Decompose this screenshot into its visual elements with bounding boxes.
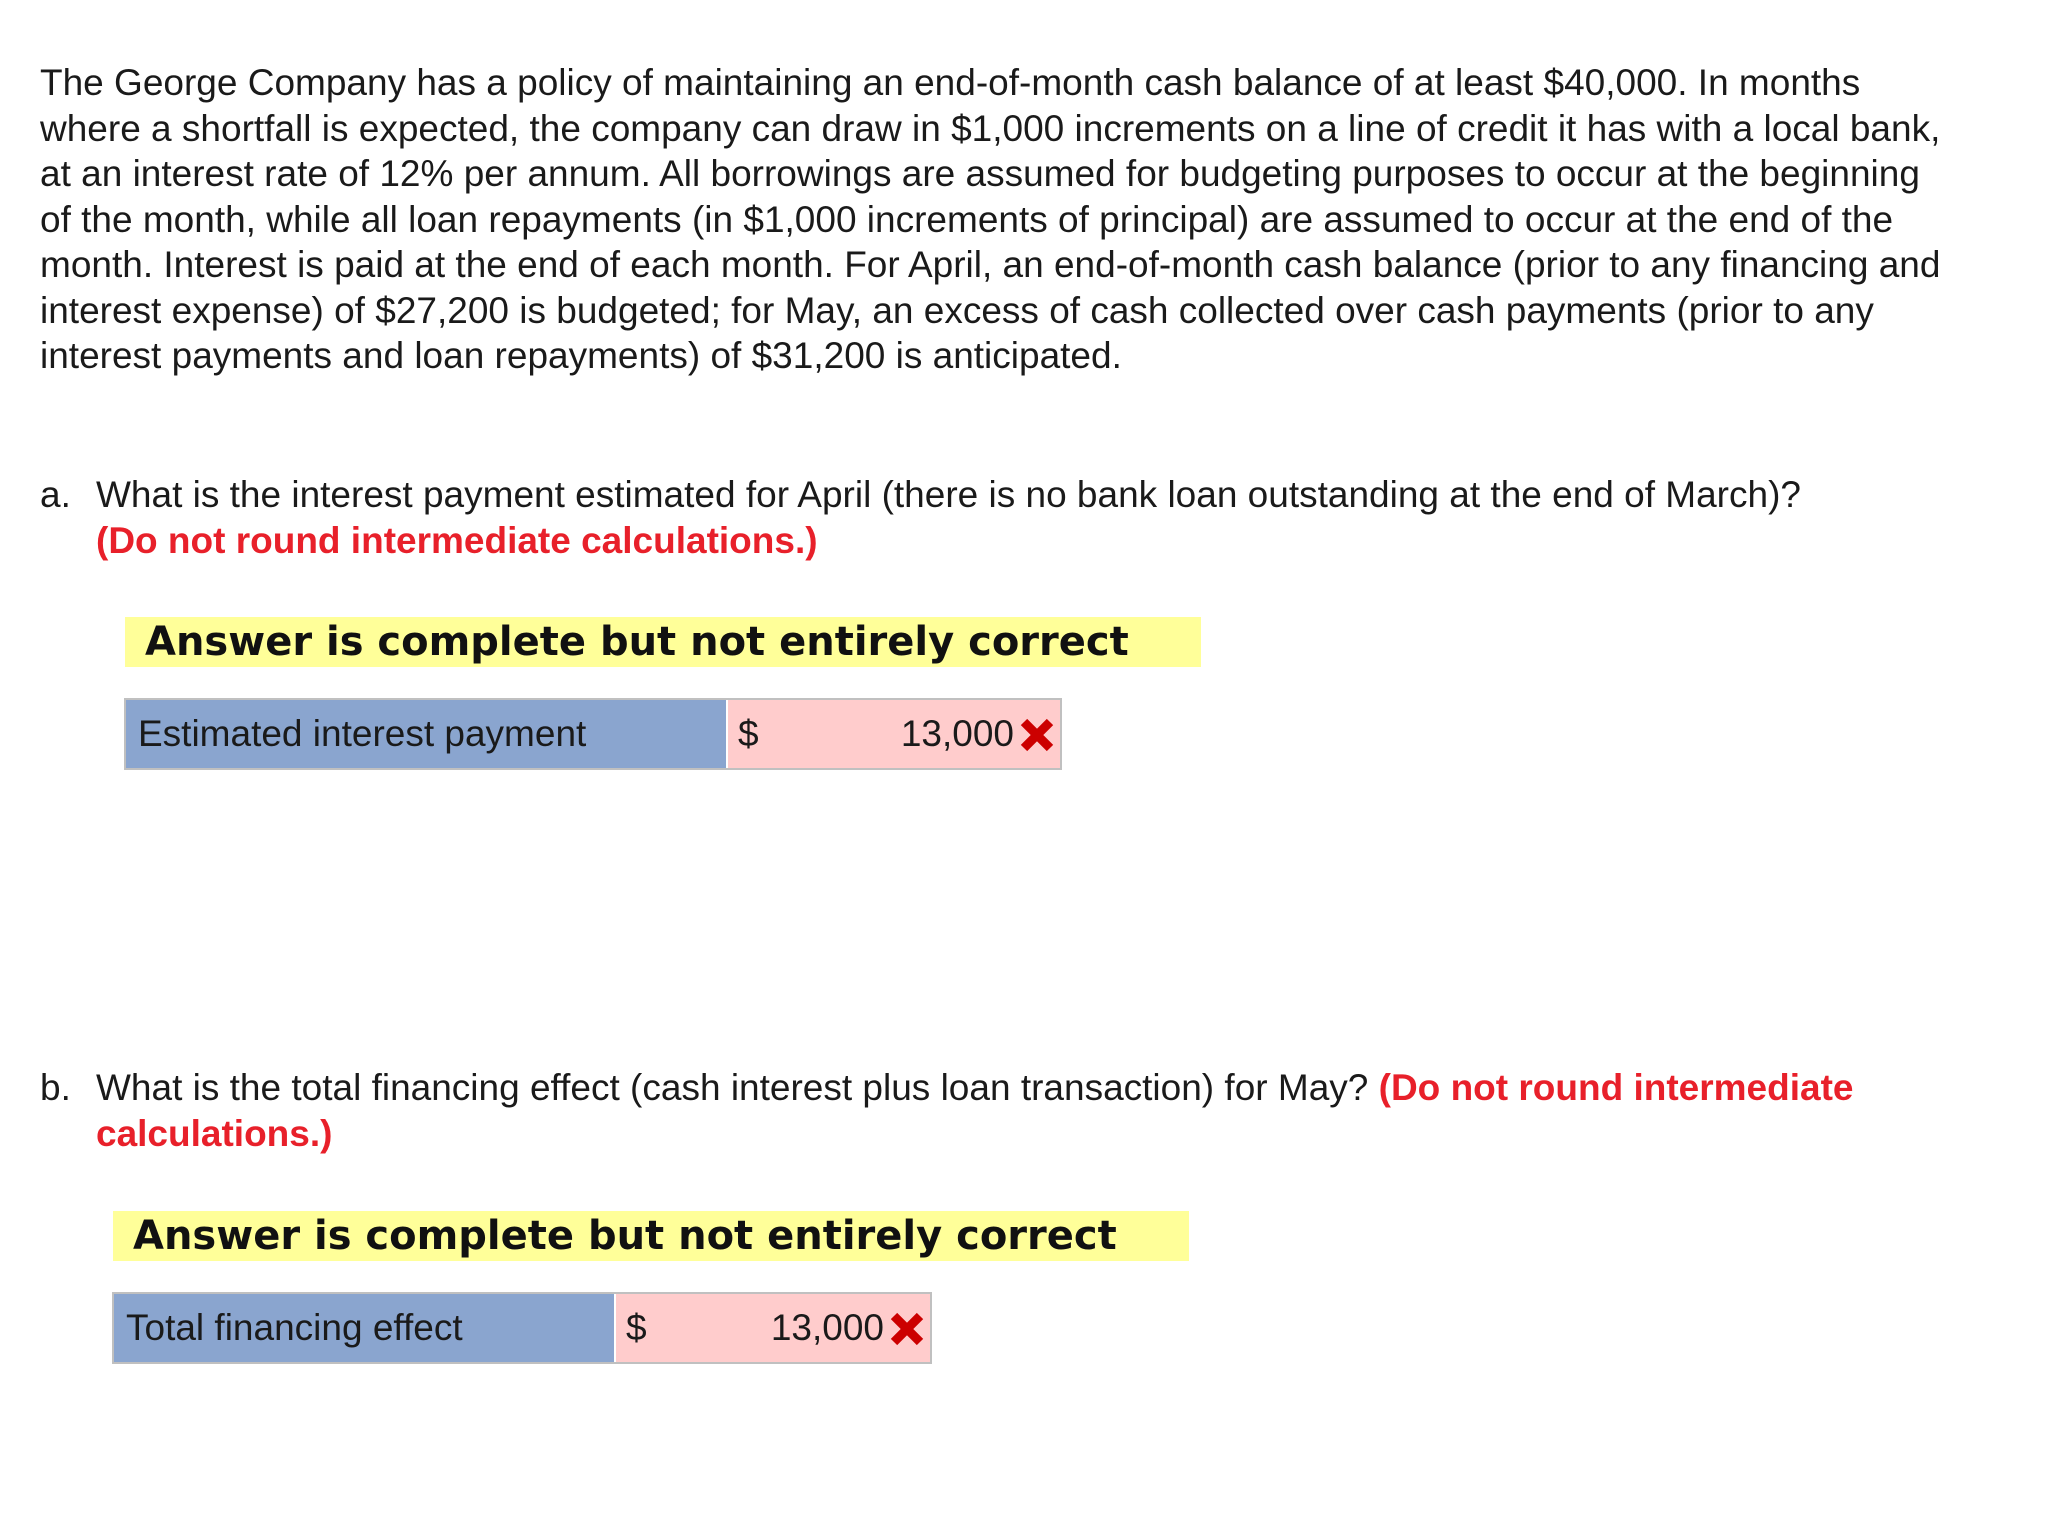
question-b-text: What is the total financing effect (cash interest plus loan transaction) for May?: [96, 1067, 1369, 1108]
answer-label-a: Estimated interest payment: [126, 700, 728, 768]
question-b-note: (Do not round intermediate calculations.): [96, 1067, 1854, 1154]
currency-symbol-b: $: [626, 1307, 647, 1348]
currency-symbol-a: $: [738, 713, 759, 754]
answer-table-b: [112, 1292, 932, 1364]
answer-input-a[interactable]: [728, 700, 1060, 768]
answer-status-banner-a: Answer is complete but not entirely correct: [125, 617, 1201, 667]
question-a-text: What is the interest payment estimated for April (there is no bank loan outstanding at the end of March)?: [96, 474, 1801, 515]
problem-statement: The George Company has a policy of maintaining an end-of-month cash balance of at least $40,000. In months where a shortfall is expected, the company can draw in $1,000 increments on a line of credit it has with a local bank, at an interest rate of 12% per annum. All borrowings are assumed for budgeting purposes to occur at the beginning of the month, while all loan repayments (in $1,000 increments of principal) are assumed to occur at the end of the month. Interest is paid at the end of each month. For April, an end-of-month cash balance (prior to any financing and interest expense) of $27,200 is budgeted; for May, an excess of cash collected over cash payments (prior to any interest payments and loan repayments) of $31,200 is anticipated.: [40, 62, 1941, 376]
answer-label-b: Total financing effect: [114, 1294, 616, 1362]
answer-input-b[interactable]: [616, 1294, 930, 1362]
question-a-note: (Do not round intermediate calculations.): [96, 519, 818, 561]
x-mark-icon: [1018, 716, 1056, 754]
question-a-text-block: [96, 472, 1950, 563]
question-b-letter: b.: [40, 1067, 71, 1108]
question-b: [40, 1065, 1950, 1156]
answer-status-banner-b: Answer is complete but not entirely correct: [113, 1211, 1189, 1261]
answer-table-a: [124, 698, 1062, 770]
answer-value-b: 13,000: [770, 1307, 884, 1348]
x-mark-icon: [888, 1310, 926, 1348]
question-a: [40, 472, 1950, 563]
question-b-text-block: [96, 1065, 1950, 1156]
question-a-letter: a.: [40, 474, 71, 515]
answer-value-a: 13,000: [900, 713, 1014, 754]
